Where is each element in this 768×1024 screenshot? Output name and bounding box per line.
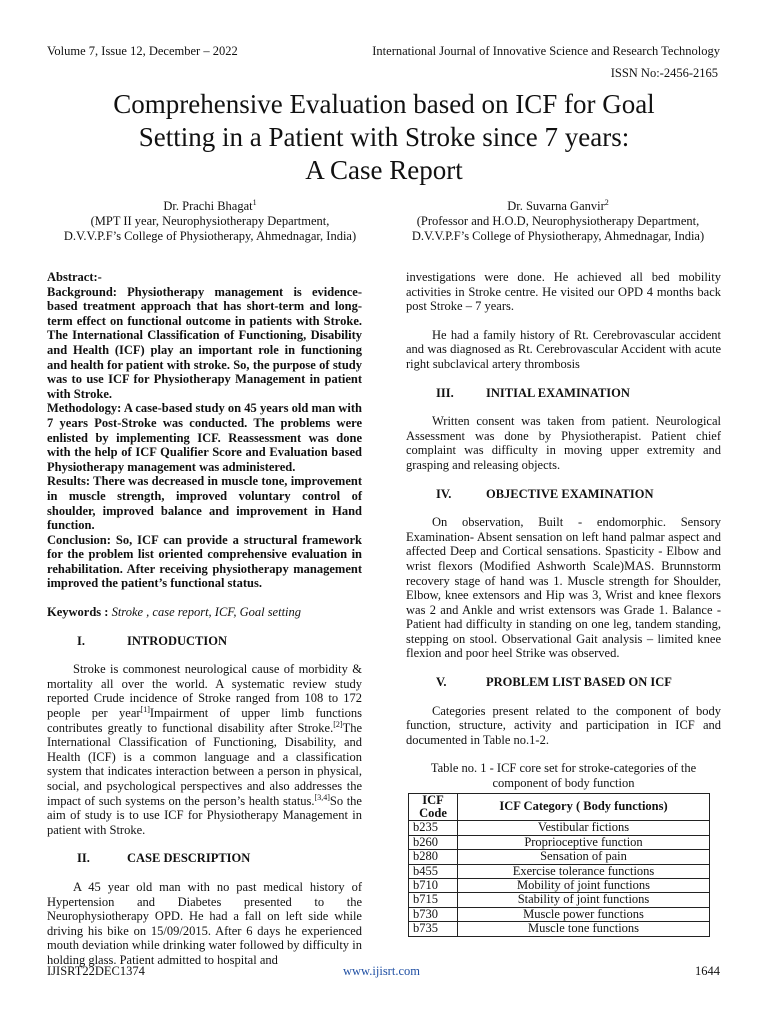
section-heading-objective-examination: IV. OBJECTIVE EXAMINATION (436, 486, 654, 501)
keywords: Keywords : Stroke , case report, ICF, Goal setting (47, 605, 302, 620)
table-row: b235 Vestibular fictions (409, 821, 710, 835)
author-name: Dr. Suvarna Ganvir (507, 199, 605, 213)
section-heading-problem-list: V. PROBLEM LIST BASED ON ICF (436, 675, 672, 690)
abstract-results: Results: There was decreased in muscle tone, improvement in muscle strength, improved voluntary control of shoulder, improved balance and improvement in Hand function. (47, 474, 362, 533)
section-heading-initial-examination: III. INITIAL EXAMINATION (436, 385, 630, 400)
author-block (408, 199, 708, 244)
table-header-code: ICF Code (409, 793, 458, 821)
case-paragraph: A 45 year old man with no past medical history of Hypertension and Diabetes presented to the Neurophysiotherapy OPD. He had a fall on left side while driving his bike on 15/09/2015. After 6 days he experienced mouth deviation while drinking water followed by difficulty in holding glass. Patient admitted to hospital and (47, 879, 362, 967)
table-row: b730 Muscle power functions (409, 907, 710, 921)
table-header-category: ICF Category ( Body functions) (458, 793, 710, 821)
citation: [1] (140, 704, 150, 714)
title-line: Comprehensive Evaluation based on ICF for Goal (113, 89, 655, 119)
initial-paragraph: Written consent was taken from patient. Neurological Assessment was done by Physiotherapist. Patient chief complaint was difficulty in moving upper extremity and grasping and releasing objects. (406, 414, 721, 472)
title-line: A Case Report (305, 155, 463, 185)
title-line: Setting in a Patient with Stroke since 7 years: (138, 122, 630, 152)
article-id: IJISRT22DEC1374 (47, 964, 145, 978)
abstract-methodology: Methodology: A case-based study on 45 years old man with 7 years Post-Stroke was conducted. The problems were enlisted by implementing ICF. Reassessment was done with the help of ICF Qualifier Score and Evaluation based Physiotherapy management was administered. (47, 401, 362, 474)
table-row: b715 Stability of joint functions (409, 893, 710, 907)
author-affiliation: D.V.V.P.F’s College of Physiotherapy, Ahmednagar, India) (63, 229, 357, 243)
issn: ISSN No:-2456-2165 (610, 66, 718, 80)
table-row: b280 Sensation of pain (409, 850, 710, 864)
abstract-background: Background: Physiotherapy management is evidence-based treatment approach that has short-term and long-term effect on functional outcome in patients with Stroke. The International Classification of Functioning, Disability and Health (ICF) play an important role in functioning and health for patient with stroke. So, the purpose of study was to use ICF for Physiotherapy Management in patient with Stroke. (47, 284, 362, 401)
table-caption: Table no. 1 - ICF core set for stroke-categories of the component of body function (430, 761, 697, 791)
journal-name: International Journal of Innovative Science and Research Technology (372, 44, 720, 58)
section-heading-introduction: I. INTRODUCTION (77, 633, 228, 648)
author-affiliation: D.V.V.P.F’s College of Physiotherapy, Ahmednagar, India) (411, 229, 705, 243)
left-column (47, 270, 362, 968)
author-block (60, 199, 360, 244)
author-affil-mark: 2 (604, 197, 609, 207)
abstract-heading: Abstract:- (47, 270, 102, 284)
table-row: b710 Mobility of joint functions (409, 879, 710, 893)
intro-paragraph: Stroke is commonest neurological cause of morbidity & mortality all over the world. A systematic review study reported Crude incidence of Stroke ranged from 108 to 172 people per year[1]Impairment of upper limb functions contributes greatly to functional disability after Stroke.[2]The International Classification of Functioning, Disability, and Health (ICF) is a common language and a classification system that indicates interaction between a person in physical, social, and psychological perspectives and also addresses the impact of such systems on the person’s health status.[3,4]So the aim of study is to use ICF for Physiotherapy Management in patient with Stroke. (47, 662, 362, 837)
author-name: Dr. Prachi Bhagat (163, 199, 253, 213)
table-row: b260 Proprioceptive function (409, 835, 710, 849)
paper-title (40, 88, 728, 187)
icf-table (408, 793, 710, 937)
author-affiliation: (MPT II year, Neurophysiotherapy Department, (90, 214, 330, 228)
citation: [2] (333, 719, 343, 729)
author-affiliation: (Professor and H.O.D, Neurophysiotherapy Department, (416, 214, 700, 228)
case-paragraph: He had a family history of Rt. Cerebrovascular accident and was diagnosed as Rt. Cerebrovascular Accident with acute right subclavical artery thrombosis (406, 327, 721, 371)
problem-paragraph: Categories present related to the component of body function, structure, activity and participation in ICF and documented in Table no.1-2. (406, 703, 721, 747)
table-row: b455 Exercise tolerance functions (409, 864, 710, 878)
objective-paragraph: On observation, Built - endomorphic. Sensory Examination- Absent sensation on left hand palmar aspect and affected Deep and Cortical sensations. Spasticity - Elbow and wrist flexors (Modified Ashworth Scale)MAS. Brunnstorm recovery stage of hand was 1. Muscle strength for Shoulder, Elbow, knee extensors and Hip was 3, Wrist and knee flexors was 2 and Ankle and wrist extensors was Grade 1. Balance - Patient had difficulty in standing on one leg, tandem standing, stepping on stool. Observational Gait analysis – limited knee flexion and poor heel Strike was observed. (406, 515, 721, 661)
right-column (406, 270, 721, 937)
section-heading-case-description: II. CASE DESCRIPTION (77, 851, 251, 866)
volume-info: Volume 7, Issue 12, December – 2022 (47, 44, 238, 58)
table-row: b735 Muscle tone functions (409, 922, 710, 936)
journal-url-link[interactable]: www.ijisrt.com (343, 964, 420, 978)
author-affil-mark: 1 (252, 197, 257, 207)
abstract-conclusion: Conclusion: So, ICF can provide a structural framework for the problem list oriented comprehensive evaluation in rehabilitation. After receiving physiotherapy management improved the patient’s functional status. (47, 532, 362, 591)
page-number: 1644 (695, 964, 720, 978)
citation: [3,4] (314, 792, 330, 802)
case-paragraph-continued: investigations were done. He achieved all bed mobility activities in Stroke centre. He visited our OPD 4 months back post Stroke – 7 years. (406, 270, 721, 314)
